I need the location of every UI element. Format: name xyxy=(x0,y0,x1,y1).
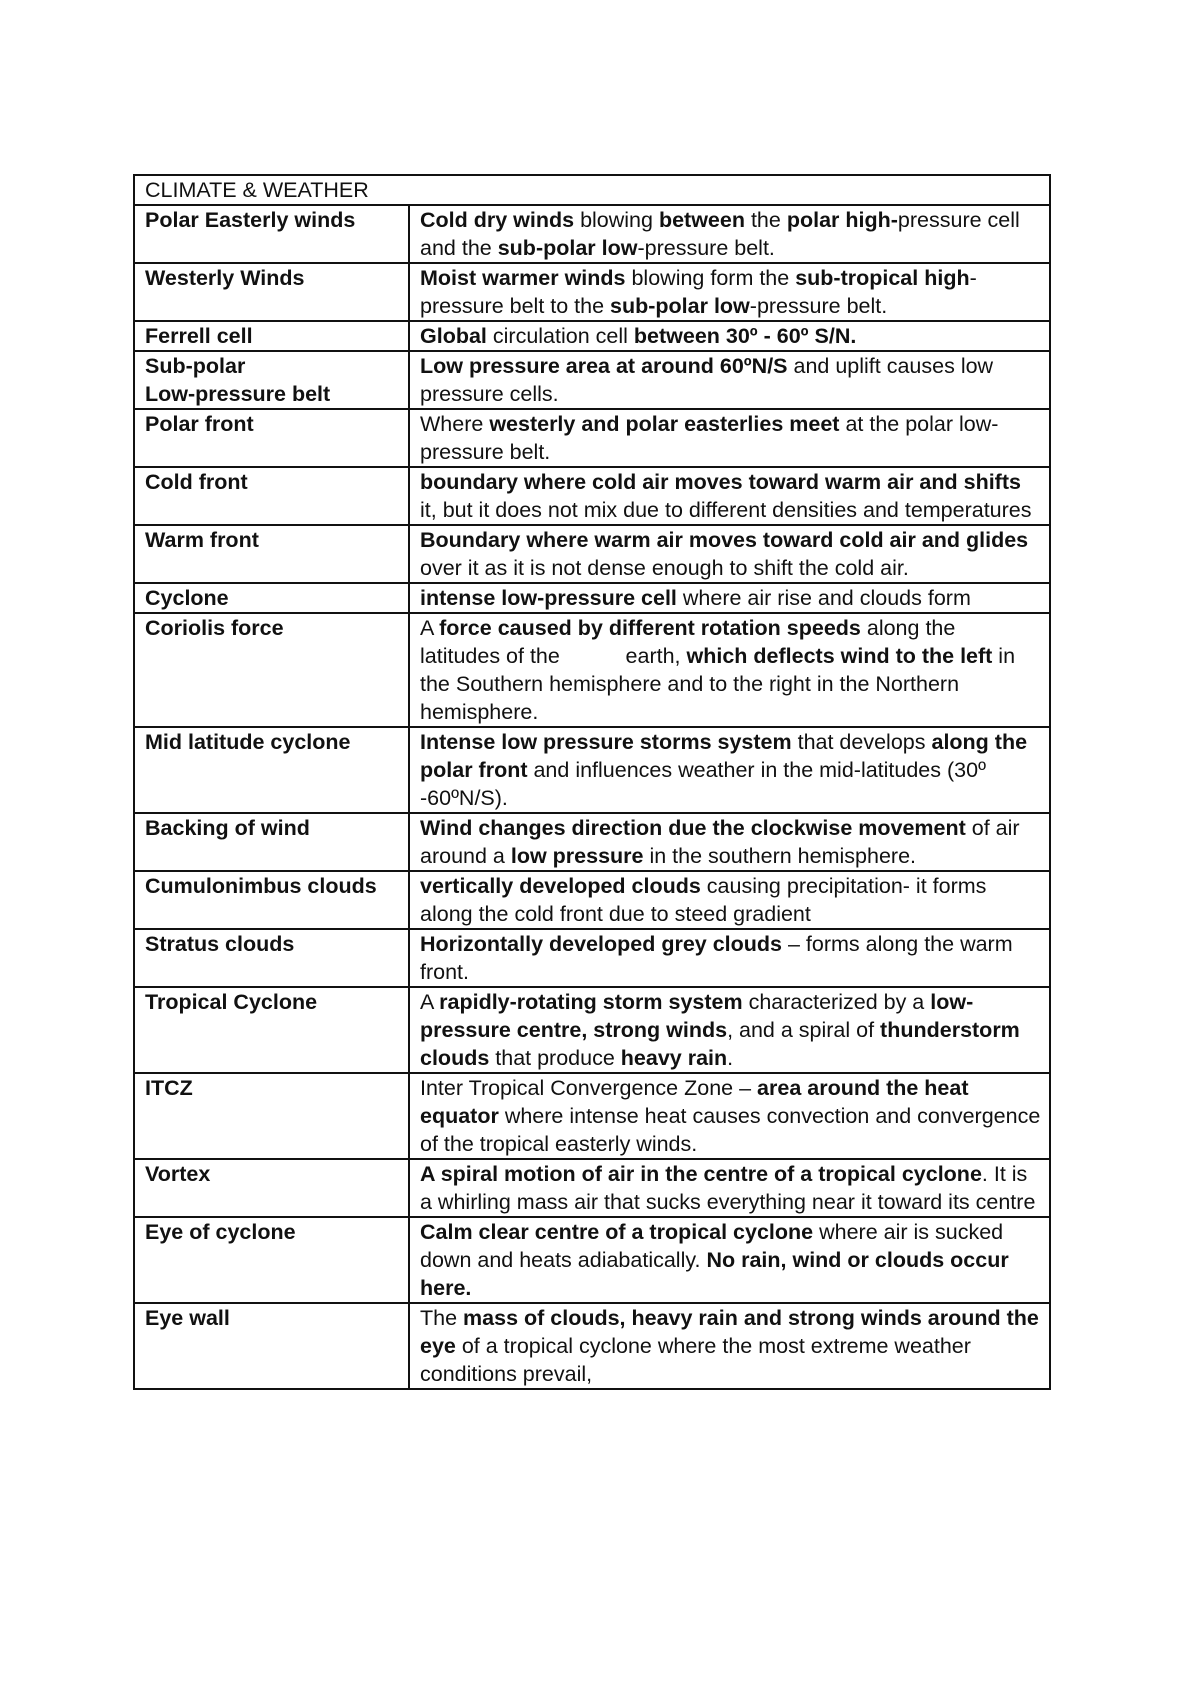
definition-cell xyxy=(409,467,1050,525)
definition-bold-text: vertically developed clouds xyxy=(420,874,701,898)
definition-text: A xyxy=(420,990,440,1014)
definition-bold-text: Horizontally developed grey clouds xyxy=(420,932,782,956)
term-cell: Eye of cyclone xyxy=(134,1217,409,1303)
definition-bold-text: sub-tropical high xyxy=(795,266,970,290)
definition-bold-text: which deflects wind to the left xyxy=(686,644,993,668)
definition-bold-text: polar high- xyxy=(786,208,898,232)
table-row xyxy=(134,467,1050,525)
definition-bold-text: heavy rain xyxy=(620,1046,728,1070)
table-row xyxy=(134,263,1050,321)
table-row xyxy=(134,871,1050,929)
table-row xyxy=(134,321,1050,351)
definition-bold-text: between 30º - 60º S/N. xyxy=(633,324,857,348)
definition-text: -pressure belt. xyxy=(749,294,888,318)
term-cell: Eye wall xyxy=(134,1303,409,1389)
definition-text: in the southern hemisphere. xyxy=(643,844,916,868)
definition-text: circulation cell xyxy=(486,324,634,348)
term-cell: Tropical Cyclone xyxy=(134,987,409,1073)
table-row xyxy=(134,1159,1050,1217)
definition-text: characterized by a xyxy=(742,990,931,1014)
definition-bold-text: No rain, wind or clouds occur here. xyxy=(420,1248,1009,1300)
definition-bold-text: rapidly-rotating storm system xyxy=(439,990,743,1014)
term-cell: Cyclone xyxy=(134,583,409,613)
definition-bold-text: Intense low pressure storms system xyxy=(420,730,792,754)
definition-cell xyxy=(409,1303,1050,1389)
table-title: CLIMATE & WEATHER xyxy=(134,175,1050,205)
term-cell: Coriolis force xyxy=(134,613,409,727)
definition-text: causing precipitation- it forms along the cold front due to steed gradient xyxy=(420,874,987,926)
definition-bold-text: Moist warmer winds xyxy=(420,266,626,290)
definition-cell xyxy=(409,613,1050,727)
definition-text: Inter Tropical Convergence Zone – xyxy=(420,1076,758,1100)
definition-cell xyxy=(409,929,1050,987)
definition-cell xyxy=(409,813,1050,871)
glossary-table xyxy=(133,174,1051,1390)
definition-bold-text: thunderstorm clouds xyxy=(420,1018,1020,1070)
definition-cell xyxy=(409,727,1050,813)
definition-cell xyxy=(409,1073,1050,1159)
definition-bold-text: low-pressure centre, strong winds xyxy=(420,990,974,1042)
definition-bold-text: boundary where cold air moves toward warm air and shifts xyxy=(420,470,1021,494)
table-row xyxy=(134,813,1050,871)
definition-text: and uplift causes low pressure cells. xyxy=(420,354,994,406)
definition-bold-text: between xyxy=(658,208,745,232)
definition-text: it, but it does not mix due to different densities and temperatures xyxy=(420,498,1032,522)
definition-bold-text: A spiral motion of air in the centre of a tropical cyclone xyxy=(420,1162,982,1186)
definition-cell xyxy=(409,987,1050,1073)
definition-bold-text: Global xyxy=(420,324,487,348)
term-cell: Stratus clouds xyxy=(134,929,409,987)
definition-text: . xyxy=(727,1046,734,1070)
term-cell: Cumulonimbus clouds xyxy=(134,871,409,929)
definition-bold-text: along the polar front xyxy=(420,730,1028,782)
definition-text: and influences weather in the mid-latitudes (30º -60ºN/S). xyxy=(420,758,986,810)
definition-bold-text: force caused by different rotation speeds xyxy=(439,616,861,640)
definition-text: Where xyxy=(420,412,490,436)
definition-bold-text: mass of clouds, heavy rain and strong winds around the eye xyxy=(420,1306,1039,1358)
definition-text: -pressure belt to the xyxy=(420,266,977,318)
definition-bold-text: area around the heat equator xyxy=(420,1076,969,1128)
definition-text: . It is a whirling mass air that sucks everything near it toward its centre xyxy=(420,1162,1036,1214)
definition-bold-text: Cold dry winds xyxy=(420,208,575,232)
table-row xyxy=(134,613,1050,727)
definition-text: at the polar low-pressure belt. xyxy=(420,412,999,464)
definition-text: blowing xyxy=(574,208,659,232)
definition-bold-text: westerly and polar easterlies meet xyxy=(489,412,840,436)
definition-bold-text: Calm clear centre of a tropical cyclone xyxy=(420,1220,814,1244)
definition-text: where air rise and clouds form xyxy=(676,586,971,610)
definition-cell xyxy=(409,525,1050,583)
definition-text: of air around a xyxy=(420,816,1020,868)
definition-text: the xyxy=(744,208,787,232)
definition-cell xyxy=(409,263,1050,321)
definition-text: that develops xyxy=(791,730,932,754)
table-row xyxy=(134,1073,1050,1159)
term-cell: Mid latitude cyclone xyxy=(134,727,409,813)
definition-text: A xyxy=(420,616,440,640)
definition-bold-text: Wind changes direction due the clockwise movement xyxy=(420,816,966,840)
term-cell: Cold front xyxy=(134,467,409,525)
title-row xyxy=(134,175,1050,205)
term-cell: ITCZ xyxy=(134,1073,409,1159)
term-cell: Sub-polar Low-pressure belt xyxy=(134,351,409,409)
definition-bold-text: low pressure xyxy=(510,844,644,868)
definition-bold-text: intense low-pressure cell xyxy=(420,586,677,610)
table-row xyxy=(134,409,1050,467)
term-cell: Warm front xyxy=(134,525,409,583)
definition-text: , and a spiral of xyxy=(727,1018,881,1042)
table-row xyxy=(134,205,1050,263)
table-row xyxy=(134,987,1050,1073)
term-cell: Polar front xyxy=(134,409,409,467)
definition-text: along the latitudes of the earth, xyxy=(420,616,956,668)
definition-text: in the Southern hemisphere and to the right in the Northern hemisphere. xyxy=(420,644,1016,724)
table-row xyxy=(134,351,1050,409)
table-row xyxy=(134,727,1050,813)
definition-text: pressure cell and the xyxy=(420,208,1020,260)
definition-cell xyxy=(409,321,1050,351)
definition-text: where air is sucked down and heats adiabatically. xyxy=(420,1220,1004,1272)
term-cell: Backing of wind xyxy=(134,813,409,871)
glossary-body xyxy=(134,175,1050,1389)
definition-cell xyxy=(409,871,1050,929)
term-cell: Polar Easterly winds xyxy=(134,205,409,263)
definition-text: – forms along the warm front. xyxy=(420,932,1013,984)
definition-text: of a tropical cyclone where the most extreme weather conditions prevail, xyxy=(420,1334,971,1386)
definition-cell xyxy=(409,205,1050,263)
definition-text: that produce xyxy=(489,1046,621,1070)
definition-text: where intense heat causes convection and convergence of the tropical easterly winds. xyxy=(420,1104,1041,1156)
term-cell: Vortex xyxy=(134,1159,409,1217)
definition-cell xyxy=(409,1159,1050,1217)
definition-cell xyxy=(409,583,1050,613)
definition-bold-text: Low pressure area at around 60ºN/S xyxy=(420,354,788,378)
table-row xyxy=(134,583,1050,613)
term-cell: Ferrell cell xyxy=(134,321,409,351)
definition-text: -pressure belt. xyxy=(637,236,775,260)
definition-cell xyxy=(409,409,1050,467)
definition-cell xyxy=(409,1217,1050,1303)
table-row xyxy=(134,929,1050,987)
table-row xyxy=(134,1303,1050,1389)
table-row xyxy=(134,1217,1050,1303)
definition-bold-text: sub-polar low xyxy=(497,236,638,260)
definition-bold-text: sub-polar low xyxy=(610,294,750,318)
term-cell: Westerly Winds xyxy=(134,263,409,321)
table-row xyxy=(134,525,1050,583)
definition-bold-text: Boundary where warm air moves toward cold air and glides xyxy=(420,528,1029,552)
definition-cell xyxy=(409,351,1050,409)
definition-text: over it as it is not dense enough to shift the cold air. xyxy=(420,556,909,580)
definition-text: The xyxy=(420,1306,464,1330)
definition-text: blowing form the xyxy=(625,266,796,290)
